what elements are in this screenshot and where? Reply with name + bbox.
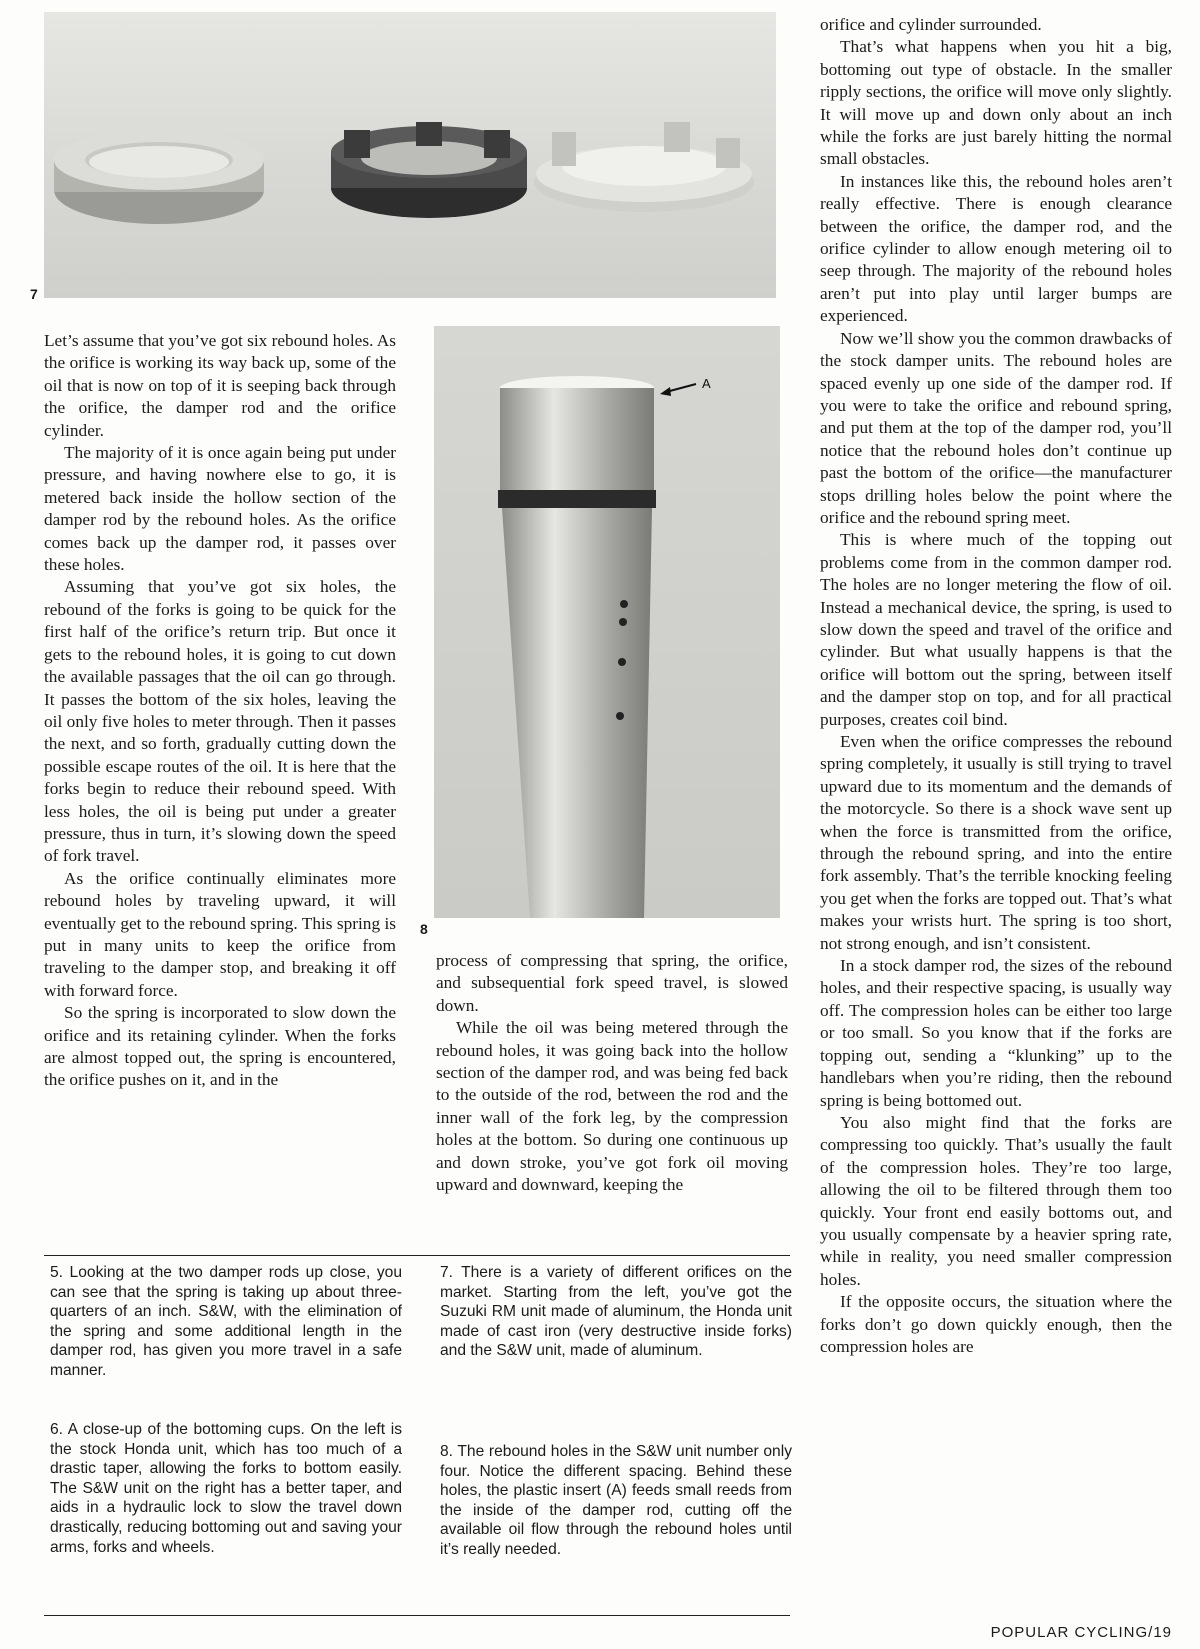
paragraph: As the orifice continually eliminates more rebound holes by traveling upward, it will eventually get to the rebound spring. This spring is put in many units to keep the orifice from traveling to the damper stop, and breaking it off with forward force. bbox=[44, 868, 396, 1000]
column-left bbox=[44, 330, 396, 1092]
caption-text: 7. There is a variety of different orifices on the market. Starting from the left, you’ve got the Suzuki RM unit made of aluminum, the Honda unit made of cast iron (very destructive inside forks) and the S&W unit, made of aluminum. bbox=[440, 1264, 792, 1360]
paragraph: This is where much of the topping out problems come from in the common damper rod. The holes are no longer metering the flow of oil. Instead a mechanical device, the spring, is used to slow down the speed and travel of the orifice and cylinder. But what usually happens is that the orifice will bottom out the spring, between itself and the damper stop on top, and for all practical purposes, creates coil bind. bbox=[820, 530, 1172, 729]
caption-6 bbox=[50, 1420, 402, 1557]
paragraph: orifice and cylinder surrounded. bbox=[820, 15, 1042, 34]
caption-rule-top bbox=[44, 1255, 790, 1256]
caption-text: 6. A close-up of the bottoming cups. On the left is the stock Honda unit, which has too much of a drastic taper, allowing the forks to bottom easily. The S&W unit on the right has a better taper, and aids in a hydraulic lock to slow the travel down drastically, reducing bottoming out and saving your arms, forks and wheels. bbox=[50, 1421, 402, 1556]
damper-rod-illustration bbox=[434, 326, 780, 918]
paragraph: You also might find that the forks are compressing too quickly. That’s usually the fault of the compression holes. They’re too large, allowing the oil to be filtered through them too quickly. Your front end easily bottoms out, and you usually compensate by a heavier spring rate, while in reality, you need smaller compression holes. bbox=[820, 1112, 1172, 1289]
caption-text: 5. Looking at the two damper rods up close, you can see that the spring is taking up about three-quarters of an inch. S&W, with the elimination of the spring and some additional length in the damper rod, has given you more travel in a safe manner. bbox=[50, 1264, 402, 1379]
paragraph: If the opposite occurs, the situation where the forks don’t go down quickly enough, then the compression holes are bbox=[820, 1292, 1172, 1356]
page-footer: POPULAR CYCLING/19 bbox=[990, 1624, 1172, 1641]
paragraph: Assuming that you’ve got six holes, the rebound of the forks is going to be quick for the first half of the orifice’s return trip. But once it gets to the rebound holes, it is going to cut down the available passages that the oil can go through. It passes the bottom of the six holes, leaving the oil only five holes to meter through. Then it passes the next, and so forth, gradually cutting down the possible escape routes of the oil. It is here that the forks begin to reduce their rebound speed. With less holes, the oil is being put under a greater pressure, thus in turn, it’s slowing down the speed of fork travel. bbox=[44, 577, 396, 866]
paragraph: In instances like this, the rebound holes aren’t really effective. There is enough clearance between the orifice, the damper rod, and the orifice cylinder to allow enough metering oil to seep through. The majority of the rebound holes aren’t put into play until larger bumps are experienced. bbox=[820, 171, 1172, 326]
paragraph: In a stock damper rod, the sizes of the rebound holes, and their respective spacing, is usually way off. The compression holes can be either too large or too small. So you know that if the forks are topping out, sending a “klunking” up to the handlebars when you’re riding, then the rebound spring is being bottomed out. bbox=[820, 956, 1172, 1110]
paragraph: So the spring is incorporated to slow down the orifice and its retaining cylinder. When the forks are almost topped out, the spring is encountered, the orifice pushes on it, and in the bbox=[44, 1003, 396, 1090]
orifices-illustration bbox=[44, 12, 776, 298]
paragraph: That’s what happens when you hit a big, bottoming out type of obstacle. In the smaller ripply sections, the orifice will move only slightly. It will move up and down only about an inch while the forks are just barely hitting the normal small obstacles. bbox=[820, 37, 1172, 169]
paragraph: While the oil was being metered through the rebound holes, it was going back into the hollow section of the damper rod, and was being fed back to the outside of the rod, between the rod and the inner wall of the fork leg, by the compression holes at the bottom. So during one continuous up and down stroke, you’ve got fork oil moving upward and downward, keeping the bbox=[436, 1018, 788, 1195]
figure-8-number: 8 bbox=[420, 921, 428, 937]
caption-rule-bottom bbox=[44, 1615, 790, 1616]
caption-7 bbox=[440, 1263, 792, 1361]
figure-8-photo bbox=[434, 326, 780, 918]
caption-text: 8. The rebound holes in the S&W unit number only four. Notice the different spacing. Behind these holes, the plastic insert (A) feeds small reeds from the inside of the damper rod, cutting off the available oil flow through the rebound holes until it’s really needed. bbox=[440, 1443, 792, 1558]
paragraph: Let’s assume that you’ve got six rebound holes. As the orifice is working its way back up, some of the oil that is now on top of it is seeping back through the orifice, the damper rod and the orifice cylinder. bbox=[44, 331, 396, 440]
figure-7-number: 7 bbox=[30, 286, 38, 302]
paragraph: Now we’ll show you the common drawbacks of the stock damper units. The rebound holes are spaced evenly up one side of the damper rod. If you were to take the orifice and rebound spring, and put them at the top of the damper rod, you’ll notice that the rebound holes don’t continue up past the bottom of the orifice—the manufacturer stops drilling holes below the point where the orifice and the rebound spring meet. bbox=[820, 328, 1172, 527]
paragraph: The majority of it is once again being put under pressure, and having nowhere else to go, it is metered back inside the hollow section of the damper rod by the rebound holes. As the orifice comes back up the damper rod, it passes over these holes. bbox=[44, 443, 396, 575]
insert-label-a: A bbox=[702, 376, 711, 391]
caption-5 bbox=[50, 1263, 402, 1381]
figure-7-photo bbox=[44, 12, 776, 298]
column-right bbox=[820, 14, 1172, 1358]
column-middle bbox=[436, 950, 788, 1196]
paragraph: process of compressing that spring, the orifice, and subsequential fork speed travel, is slowed down. bbox=[436, 951, 788, 1015]
caption-8 bbox=[440, 1442, 792, 1560]
paragraph: Even when the orifice compresses the rebound spring completely, it usually is still trying to travel upward due to its momentum and the demands of the motorcycle. So there is a shock wave sent up when the force is transmitted from the orifice, through the rebound spring, and into the entire fork assembly. That’s the terrible knocking feeling you get when the forks are topped out. That’s what makes your wrists hurt. The spring is too short, not strong enough, and isn’t consistent. bbox=[820, 732, 1172, 953]
